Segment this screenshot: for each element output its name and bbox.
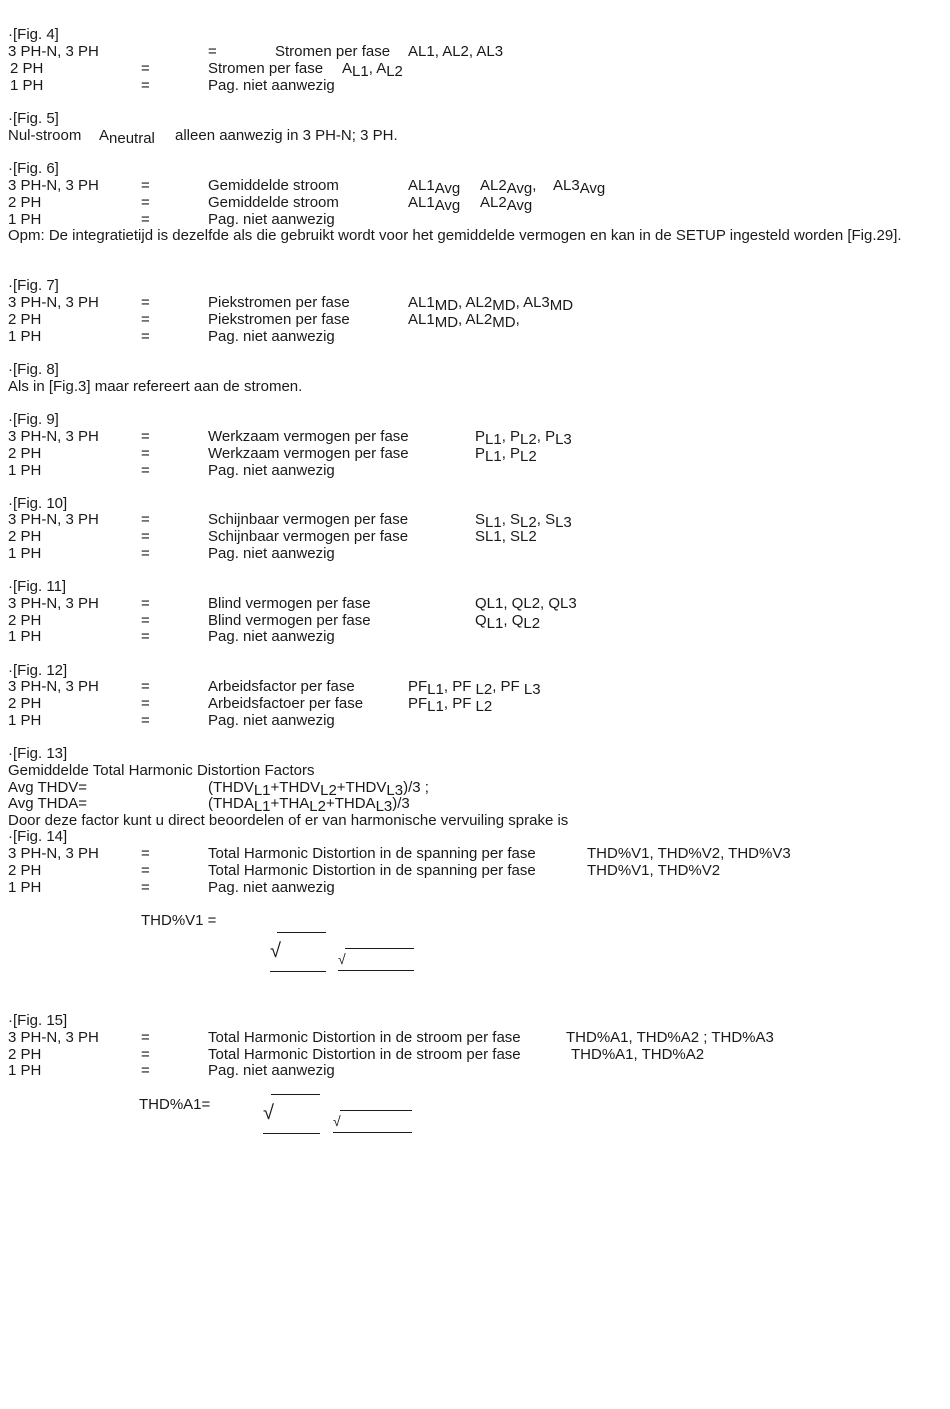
fig12-p2: , PF [443, 678, 476, 695]
fig12-row-1ph-desc: Pag. niet aanwezig [208, 712, 335, 729]
fig12-row-2ph-sys: 2 PH [8, 695, 42, 712]
fig14-row-1ph [0, 879, 950, 896]
fig13-v-s2: L2 [320, 782, 337, 799]
fig11-row-2ph-desc: Blind vermogen per fase [208, 612, 371, 629]
fig14-row-3ph-eq: = [141, 845, 150, 862]
fig14-row-1ph-desc: Pag. niet aanwezig [208, 879, 335, 896]
fig6-2ph-p2: AL2 [480, 194, 507, 211]
fig6-row-3ph [0, 177, 950, 197]
fig13-v-d: )/3 ; [403, 779, 429, 796]
fig9-s3: L3 [555, 431, 572, 448]
fig6-row-3ph-v2 [480, 177, 537, 197]
fig6-row-2ph-desc: Gemiddelde stroom [208, 194, 339, 211]
fig9-row-3ph-values [475, 428, 572, 448]
fig4-row-1ph-eq: = [141, 77, 150, 94]
fig12-p1: PF [408, 678, 428, 695]
fig9-row-3ph-eq: = [141, 428, 150, 445]
fig13-note-line [0, 812, 950, 829]
fig11-2ph-p1: Q [475, 612, 487, 629]
fig13-note: Door deze factor kunt u direct beoordelen of er van harmonische vervuiling sprake is [8, 812, 569, 829]
fig7-title: ·[Fig. 7] [8, 277, 59, 294]
radical-bar [277, 932, 326, 933]
fig6-row-2ph-eq: = [141, 194, 150, 211]
fig10-row-2ph-values: SL1, SL2 [475, 528, 537, 545]
fig15-row-3ph-desc: Total Harmonic Distortion in de stroom per fase [208, 1029, 521, 1046]
fig6-row-1ph [0, 211, 950, 228]
fig15-row-1ph-desc: Pag. niet aanwezig [208, 1062, 335, 1079]
fig10-row-3ph-desc: Schijnbaar vermogen per fase [208, 511, 409, 528]
fig12-title: ·[Fig. 12] [8, 662, 68, 679]
fig6-2ph-p1: AL1 [408, 194, 435, 211]
sqrt-icon: √ [338, 951, 346, 967]
fig10-row-2ph-eq: = [141, 528, 150, 545]
fig6-row-1ph-desc: Pag. niet aanwezig [208, 211, 335, 228]
fig6-row-2ph [0, 194, 950, 214]
fig12-2ph-p2: , PF [443, 695, 476, 712]
fig6-title: ·[Fig. 6] [8, 160, 59, 177]
fig9-p1: P [475, 428, 486, 445]
fig4-row-3ph-sys: 3 PH-N, 3 PH [8, 43, 99, 60]
fig13-v-s3: L3 [386, 782, 404, 799]
fig11-row-3ph [0, 595, 950, 612]
fig5-line [0, 127, 950, 147]
fig9-row-1ph-desc: Pag. niet aanwezig [208, 462, 335, 479]
radical-base [333, 1132, 412, 1133]
fig6-row-3ph-v1 [408, 177, 461, 197]
fig8-line [0, 378, 950, 395]
radical-bar [271, 1094, 320, 1095]
fig7-2ph-p1: AL1 [408, 311, 435, 328]
fig6-row-3ph-eq: = [141, 177, 150, 194]
fig8-title-line [0, 361, 950, 378]
fig6-p2: AL2 [480, 177, 507, 194]
fig6-s1: Avg [434, 180, 461, 197]
fig6-title-line [0, 160, 950, 177]
fig10-s3: L3 [555, 514, 572, 531]
fig9-row-1ph [0, 462, 950, 479]
fig13-a-s3: L3 [375, 798, 393, 815]
fig7-row-1ph-eq: = [141, 328, 150, 345]
fig4-row-1ph-sys: 1 PH [10, 77, 44, 94]
fig12-row-1ph-eq: = [141, 712, 150, 729]
fig7-row-3ph [0, 294, 950, 314]
fig4-row-1ph [0, 77, 950, 94]
fig7-row-1ph [0, 328, 950, 345]
fig15-title: ·[Fig. 15] [8, 1012, 68, 1029]
fig10-row-2ph-desc: Schijnbaar vermogen per fase [208, 528, 409, 545]
fig15-row-3ph [0, 1029, 950, 1046]
fig13-avg-v-formula [208, 779, 429, 799]
fig11-title: ·[Fig. 11] [8, 578, 67, 595]
fig4-row-3ph-desc: Stromen per fase [275, 43, 391, 60]
fig6-p3: AL3 [553, 177, 580, 194]
fig12-title-line [0, 662, 950, 679]
fig14-row-3ph-desc: Total Harmonic Distortion in de spanning per fase [208, 845, 536, 862]
fig12-row-3ph-desc: Arbeidsfactor per fase [208, 678, 355, 695]
fig13-a-c: +THDA [325, 795, 376, 812]
fig11-row-1ph-eq: = [141, 628, 150, 645]
fig14-row-3ph-values: THD%V1, THD%V2, THD%V3 [587, 845, 791, 862]
fig7-2ph-s1: MD [434, 314, 459, 331]
radical-bar [340, 1110, 412, 1111]
radical-bar [345, 948, 414, 949]
fig15-row-1ph-sys: 1 PH [8, 1062, 42, 1079]
fig4-row-2ph-eq: = [141, 60, 150, 77]
fig10-row-2ph [0, 528, 950, 545]
fig9-2ph-s1: L1 [485, 448, 502, 465]
fig6-comma: , [532, 177, 537, 194]
fig15-row-1ph-eq: = [141, 1062, 150, 1079]
fig12-row-2ph-desc: Arbeidsfactoer per fase [208, 695, 364, 712]
fig12-row-3ph [0, 678, 950, 698]
fig14-row-2ph [0, 862, 950, 879]
fig4-row-2ph-sys: 2 PH [10, 60, 44, 77]
fig7-row-2ph-eq: = [141, 311, 150, 328]
fig9-row-3ph-desc: Werkzaam vermogen per fase [208, 428, 409, 445]
fig13-a-s2: L2 [309, 798, 326, 815]
fig6-s2: Avg [506, 180, 533, 197]
fig13-avg-a-label: Avg THDA= [8, 795, 88, 812]
fig11-row-2ph [0, 612, 950, 632]
fig15-row-2ph-desc: Total Harmonic Distortion in de stroom per fase [208, 1046, 521, 1063]
fig6-note: Opm: De integratietijd is dezelfde als die gebruikt wordt voor het gemiddelde vermogen en kan in de SETUP ingesteld worden [Fig.29]. [8, 227, 902, 244]
fig14-row-2ph-eq: = [141, 862, 150, 879]
fig11-2ph-p2: , Q [503, 612, 524, 629]
fig13-heading-line [0, 762, 950, 779]
fig4-row-2ph-values [342, 60, 403, 80]
fig4-sub-l1: L1 [352, 63, 369, 80]
fig13-a-s1: L1 [253, 798, 271, 815]
fig15-row-2ph-eq: = [141, 1046, 150, 1063]
fig6-row-1ph-eq: = [141, 211, 150, 228]
fig4-row-2ph-desc: Stromen per fase [208, 60, 324, 77]
fig4-row-1ph-desc: Pag. niet aanwezig [208, 77, 335, 94]
fig10-row-3ph-eq: = [141, 511, 150, 528]
fig10-p1: S [475, 511, 486, 528]
fig13-title: ·[Fig. 13] [8, 745, 68, 762]
fig9-row-1ph-sys: 1 PH [8, 462, 42, 479]
fig12-2ph-s1: L1 [427, 698, 444, 715]
fig6-row-3ph-sys: 3 PH-N, 3 PH [8, 177, 99, 194]
fig12-s2: L2 [475, 681, 493, 698]
fig13-avg-a [0, 795, 950, 815]
fig7-2ph-s2: MD [492, 314, 516, 331]
fig6-row-2ph-sys: 2 PH [8, 194, 42, 211]
fig7-row-3ph-eq: = [141, 294, 150, 311]
sqrt-icon: √ [270, 940, 281, 962]
fig6-row-1ph-sys: 1 PH [8, 211, 42, 228]
fig12-p3: , PF [492, 678, 524, 695]
fig4-title-line [0, 26, 950, 43]
fig14-row-1ph-sys: 1 PH [8, 879, 42, 896]
fig12-row-2ph-values [408, 695, 493, 715]
fig15-row-2ph-sys: 2 PH [8, 1046, 42, 1063]
fig6-row-2ph-v1 [408, 194, 461, 214]
fig6-row-3ph-desc: Gemiddelde stroom [208, 177, 339, 194]
fig14-row-2ph-values: THD%V1, THD%V2 [587, 862, 721, 879]
fig14-row-2ph-sys: 2 PH [8, 862, 42, 879]
fig11-row-3ph-sys: 3 PH-N, 3 PH [8, 595, 99, 612]
fig11-row-3ph-eq: = [141, 595, 150, 612]
fig10-row-1ph-eq: = [141, 545, 150, 562]
fig15-row-1ph [0, 1062, 950, 1079]
fig10-p2: , S [501, 511, 521, 528]
fig9-2ph-s2: L2 [520, 448, 537, 465]
fig11-row-3ph-desc: Blind vermogen per fase [208, 595, 371, 612]
sqrt-icon: √ [333, 1113, 341, 1129]
fig8-text: Als in [Fig.3] maar refereert aan de stromen. [8, 378, 303, 395]
fig12-row-1ph-sys: 1 PH [8, 712, 42, 729]
fig10-row-3ph [0, 511, 950, 531]
fig4-row-3ph-values: AL1, AL2, AL3 [408, 43, 504, 60]
fig11-row-1ph-sys: 1 PH [8, 628, 42, 645]
fig12-row-2ph [0, 695, 950, 715]
fig12-row-3ph-eq: = [141, 678, 150, 695]
fig5-rest: alleen aanwezig in 3 PH-N; 3 PH. [175, 127, 398, 144]
fig9-s2: L2 [520, 431, 537, 448]
fig9-row-2ph-desc: Werkzaam vermogen per fase [208, 445, 409, 462]
fig15-row-2ph-values: THD%A1, THD%A2 [571, 1046, 705, 1063]
fig13-avg-v-label: Avg THDV= [8, 779, 88, 796]
fig11-row-1ph [0, 628, 950, 645]
fig5-lead: Nul-stroom [8, 127, 82, 144]
fig12-s1: L1 [427, 681, 444, 698]
fig8-title: ·[Fig. 8] [8, 361, 59, 378]
fig9-title-line [0, 411, 950, 428]
fig13-v-c: +THDV [336, 779, 387, 796]
fig13-a-a: (THDA [208, 795, 254, 812]
fig7-row-3ph-desc: Piekstromen per fase [208, 294, 350, 311]
fig9-row-2ph-values [475, 445, 537, 465]
fig9-row-2ph-eq: = [141, 445, 150, 462]
fig12-row-3ph-sys: 3 PH-N, 3 PH [8, 678, 99, 695]
fig7-row-2ph-sys: 2 PH [8, 311, 42, 328]
fig7-row-1ph-sys: 1 PH [8, 328, 42, 345]
fig9-title: ·[Fig. 9] [8, 411, 59, 428]
fig13-v-b: +THDV [270, 779, 321, 796]
fig5-neutral [99, 127, 155, 147]
fig5-a: A [99, 127, 110, 144]
fig4-row-2ph [0, 60, 950, 80]
fig7-p1: AL1 [408, 294, 435, 311]
fig15-row-3ph-eq: = [141, 1029, 150, 1046]
fig7-row-3ph-values [408, 294, 574, 314]
fig4-row-3ph [0, 43, 950, 60]
fig7-row-2ph-desc: Piekstromen per fase [208, 311, 350, 328]
sqrt-icon: √ [263, 1102, 274, 1124]
fig10-s2: L2 [520, 514, 537, 531]
fig13-a-b: +THA [270, 795, 310, 812]
fig9-row-2ph [0, 445, 950, 465]
fig7-s1: MD [434, 297, 459, 314]
fig7-p2: , AL2 [458, 294, 493, 311]
fig10-s1: L1 [485, 514, 502, 531]
fig11-row-1ph-desc: Pag. niet aanwezig [208, 628, 335, 645]
fig9-s1: L1 [485, 431, 502, 448]
fig7-s2: MD [492, 297, 516, 314]
fig14-row-3ph [0, 845, 950, 862]
fig7-row-3ph-sys: 3 PH-N, 3 PH [8, 294, 99, 311]
fig12-2ph-p1: PF [408, 695, 428, 712]
fig13-a-d: )/3 [392, 795, 410, 812]
fig5-title-line [0, 110, 950, 127]
fig14-title-line [0, 828, 950, 845]
fig15-row-3ph-values: THD%A1, THD%A2 ; THD%A3 [566, 1029, 774, 1046]
fig10-row-3ph-values [475, 511, 572, 531]
fig11-row-2ph-sys: 2 PH [8, 612, 42, 629]
fig6-s3: Avg [579, 180, 606, 197]
fig13-heading: Gemiddelde Total Harmonic Distortion Factors [8, 762, 315, 779]
fig6-p1: AL1 [408, 177, 435, 194]
fig9-p3: , P [536, 428, 556, 445]
fig9-row-1ph-eq: = [141, 462, 150, 479]
fig11-row-2ph-values [475, 612, 541, 632]
fig10-row-1ph [0, 545, 950, 562]
fig11-2ph-s1: L1 [486, 615, 504, 632]
fig10-row-1ph-desc: Pag. niet aanwezig [208, 545, 335, 562]
fig4-title: ·[Fig. 4] [8, 26, 59, 43]
fig9-row-2ph-sys: 2 PH [8, 445, 42, 462]
fig4-sub-l2: L2 [386, 63, 403, 80]
fig14-formula-label: THD%V1 = [141, 912, 217, 929]
fig13-title-line [0, 745, 950, 762]
fig14-title: ·[Fig. 14] [8, 828, 68, 845]
fig11-row-3ph-values: QL1, QL2, QL3 [475, 595, 577, 612]
radical-base [270, 971, 326, 972]
fig14-radical-2 [338, 948, 414, 971]
fig12-row-2ph-eq: = [141, 695, 150, 712]
fig4-a1: A [342, 60, 353, 77]
fig6-2ph-s1: Avg [434, 197, 461, 214]
fig10-title-line [0, 495, 950, 512]
fig14-row-1ph-eq: = [141, 879, 150, 896]
fig13-v-s1: L1 [253, 782, 271, 799]
fig5-sub-neutral: neutral [109, 130, 155, 147]
fig7-title-line [0, 277, 950, 294]
fig10-title: ·[Fig. 10] [8, 495, 68, 512]
fig5-title: ·[Fig. 5] [8, 110, 59, 127]
fig13-avg-a-formula [208, 795, 410, 815]
fig15-row-2ph [0, 1046, 950, 1063]
fig14-row-3ph-sys: 3 PH-N, 3 PH [8, 845, 99, 862]
fig7-p3: , AL3 [515, 294, 550, 311]
fig15-row-3ph-sys: 3 PH-N, 3 PH [8, 1029, 99, 1046]
fig15-radical-1 [263, 1094, 320, 1134]
fig10-row-3ph-sys: 3 PH-N, 3 PH [8, 511, 99, 528]
fig9-row-3ph [0, 428, 950, 448]
fig10-row-1ph-sys: 1 PH [8, 545, 42, 562]
fig6-2ph-s2: Avg [506, 197, 533, 214]
fig7-row-2ph [0, 311, 950, 331]
fig4-row-3ph-eq: = [208, 43, 217, 60]
fig12-row-3ph-values [408, 678, 541, 698]
radical-base [263, 1133, 320, 1134]
fig10-p3: , S [536, 511, 556, 528]
fig6-row-2ph-v2 [480, 194, 533, 214]
fig15-formula-label: THD%A1= [139, 1096, 211, 1113]
fig11-title-line [0, 578, 950, 595]
fig12-row-1ph [0, 712, 950, 729]
fig15-radical-2 [333, 1110, 412, 1133]
fig9-2ph-p2: , P [501, 445, 521, 462]
fig11-2ph-s2: L2 [523, 615, 541, 632]
fig6-row-3ph-v3 [553, 177, 606, 197]
fig11-row-2ph-eq: = [141, 612, 150, 629]
fig9-p2: , P [501, 428, 521, 445]
fig7-row-1ph-desc: Pag. niet aanwezig [208, 328, 335, 345]
fig7-row-2ph-values [408, 311, 520, 331]
fig12-2ph-s2: L2 [475, 698, 493, 715]
fig10-row-2ph-sys: 2 PH [8, 528, 42, 545]
radical-base [338, 970, 414, 971]
fig9-row-3ph-sys: 3 PH-N, 3 PH [8, 428, 99, 445]
fig15-title-line [0, 1012, 950, 1029]
fig13-avg-v [0, 779, 950, 799]
fig7-2ph-p2: , AL2 [458, 311, 493, 328]
fig9-2ph-p1: P [475, 445, 486, 462]
fig4-a2: , A [368, 60, 387, 77]
fig14-radical-1 [270, 932, 326, 972]
fig7-s3: MD [549, 297, 574, 314]
fig12-s3: L3 [523, 681, 541, 698]
fig14-row-2ph-desc: Total Harmonic Distortion in de spanning per fase [208, 862, 536, 879]
fig7-2ph-p3: , [515, 311, 520, 328]
fig13-v-a: (THDV [208, 779, 254, 796]
